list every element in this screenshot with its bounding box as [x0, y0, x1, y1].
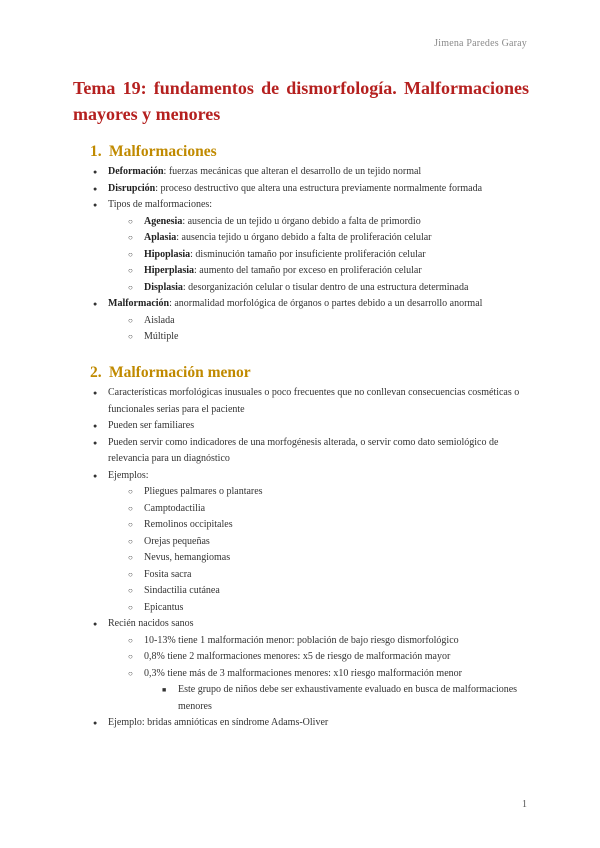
sublist-item: ○ Nevus, hemangiomas: [128, 550, 529, 567]
sublist-item: [128, 280, 529, 297]
sublist-item: [128, 214, 529, 231]
list-item: ● Pueden ser familiares: [93, 418, 529, 435]
term: Malformación: [108, 298, 170, 309]
sub-sublist: [162, 682, 529, 715]
definition: : desorganización celular o tisular dentro de una estructura determinada: [182, 281, 469, 293]
sublist-item: ○ Remolinos occipitales: [128, 517, 529, 534]
list-item: ● Ejemplo: bridas amnióticas en síndrome Adams-Oliver: [93, 715, 529, 732]
section-2-list: [93, 385, 529, 732]
sublist: [128, 484, 529, 616]
term: Aplasia: [144, 232, 177, 243]
term: Agenesia: [144, 215, 183, 227]
list-item: [93, 164, 529, 181]
list-item: [93, 197, 529, 296]
list-item: [93, 181, 529, 198]
definition: : ausencia tejido u órgano debido a falta de proliferación celular: [176, 232, 432, 243]
sublist-item-text: 0,3% tiene más de 3 malformaciones menores: x10 riesgo malformación menor: [144, 667, 462, 679]
term: Disrupción: [108, 182, 156, 194]
term: Hipoplasia: [144, 248, 191, 260]
sublist-item: ○ Aislada: [128, 313, 529, 330]
sublist-item: ○ Fosita sacra: [128, 567, 529, 584]
section-1-heading: [90, 143, 217, 161]
sublist: [128, 633, 529, 716]
list-item: [93, 616, 529, 715]
sublist-item: ○ Pliegues palmares o plantares: [128, 484, 529, 501]
list-item-text: Tipos de malformaciones:: [108, 199, 213, 210]
definition: : fuerzas mecánicas que alteran el desarrollo de un tejido normal: [163, 166, 422, 177]
sublist-item: [128, 666, 529, 716]
page-title: Tema 19: fundamentos de dismorfología. Malformaciones mayores y menores: [73, 78, 529, 124]
definition: : aumento del tamaño por exceso en proliferación celular: [194, 265, 422, 276]
section-1-list: [93, 164, 529, 346]
list-item-text: Ejemplos:: [108, 469, 149, 481]
sublist-item: ○ Orejas pequeñas: [128, 534, 529, 551]
sublist-item: [128, 247, 529, 264]
sub-sublist-item: ■ Este grupo de niños debe ser exhaustivamente evaluado en busca de malformaciones menores: [162, 682, 529, 715]
section-1-number: 1.: [90, 143, 102, 160]
sublist: [128, 214, 529, 297]
sublist-item: ○ Camptodactilia: [128, 501, 529, 518]
term: Deformación: [108, 166, 164, 177]
page-number: 1: [522, 799, 527, 810]
header-author: Jimena Paredes Garay: [434, 38, 527, 49]
term: Displasia: [144, 281, 183, 293]
sublist: [128, 313, 529, 346]
sublist-item: ○ Epicantus: [128, 600, 529, 617]
list-item-text: Recién nacidos sanos: [108, 618, 194, 629]
term: Hiperplasia: [144, 265, 195, 276]
sublist-item: [128, 263, 529, 280]
section-2-number: 2.: [90, 364, 102, 381]
section-1-title: Malformaciones: [109, 143, 217, 160]
section-2-title: Malformación menor: [109, 364, 251, 381]
definition: : disminución tamaño por insuficiente proliferación celular: [190, 248, 426, 260]
definition: : ausencia de un tejido u órgano debido a falta de primordio: [182, 215, 421, 227]
list-item: [93, 296, 529, 346]
definition: : proceso destructivo que altera una estructura previamente normalmente formada: [155, 182, 483, 194]
sublist-item: ○ Sindactilia cutánea: [128, 583, 529, 600]
list-item: ● Características morfológicas inusuales o poco frecuentes que no conllevan consecuencias cosméticas o funcionales serias para el paciente: [93, 385, 529, 418]
sublist-item: ○ 0,8% tiene 2 malformaciones menores: x5 de riesgo de malformación mayor: [128, 649, 529, 666]
list-item: [93, 468, 529, 617]
definition: : anormalidad morfológica de órganos o partes debido a un desarrollo anormal: [169, 298, 483, 309]
section-2-heading: [90, 364, 251, 382]
list-item: ● Pueden servir como indicadores de una morfogénesis alterada, o servir como dato semiológico de relevancia para un diagnóstico: [93, 435, 529, 468]
sublist-item: ○ 10-13% tiene 1 malformación menor: población de bajo riesgo dismorfológico: [128, 633, 529, 650]
sublist-item: ○ Múltiple: [128, 329, 529, 346]
sublist-item: [128, 230, 529, 247]
